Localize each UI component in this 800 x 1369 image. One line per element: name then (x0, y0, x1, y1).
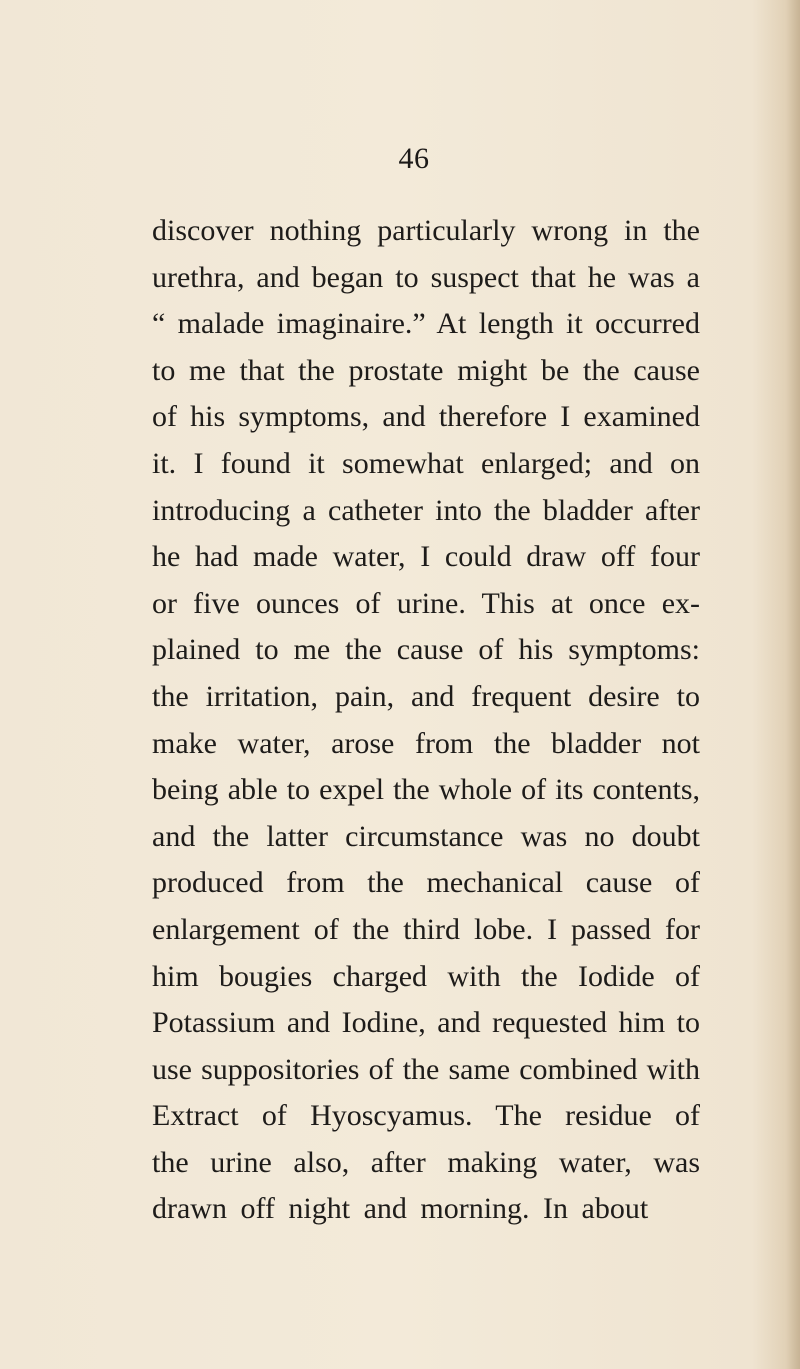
text-line: urethra, and began to suspect that he was a (152, 260, 700, 294)
text-line: the urine also, after making water, was (152, 1145, 700, 1179)
text-line: use suppositories of the same combined with (152, 1052, 700, 1086)
text-line: the irritation, pain, and frequent desire to (152, 679, 700, 713)
text-line: “ malade imaginaire.” At length it occurred (152, 307, 700, 341)
page-number: 46 (398, 142, 430, 175)
page-edge-shadow (786, 0, 800, 1369)
text-line: of his symptoms, and therefore I examined (152, 400, 700, 434)
text-line: drawn off night and morning. In about (152, 1192, 649, 1226)
text-line: it. I found it somewhat enlarged; and on (152, 446, 700, 480)
text-line: enlargement of the third lobe. I passed for (152, 912, 700, 946)
text-line: introducing a catheter into the bladder after (152, 493, 700, 527)
text-line: to me that the prostate might be the cause (152, 353, 700, 387)
body-text (152, 208, 700, 1233)
text-line: produced from the mechanical cause of (152, 866, 700, 900)
text-line: him bougies charged with the Iodide of (152, 959, 700, 993)
text-line: Extract of Hyoscyamus. The residue of (152, 1099, 700, 1133)
text-line: and the latter circumstance was no doubt (152, 819, 700, 853)
text-line: plained to me the cause of his symptoms: (152, 633, 700, 667)
text-line: being able to expel the whole of its contents, (152, 773, 700, 807)
text-line: or five ounces of urine. This at once ex- (152, 586, 700, 620)
text-line: discover nothing particularly wrong in the (152, 214, 700, 247)
text-line: Potassium and Iodine, and requested him to (152, 1006, 700, 1040)
text-line: he had made water, I could draw off four (152, 540, 700, 574)
text-line: make water, arose from the bladder not (152, 726, 700, 760)
